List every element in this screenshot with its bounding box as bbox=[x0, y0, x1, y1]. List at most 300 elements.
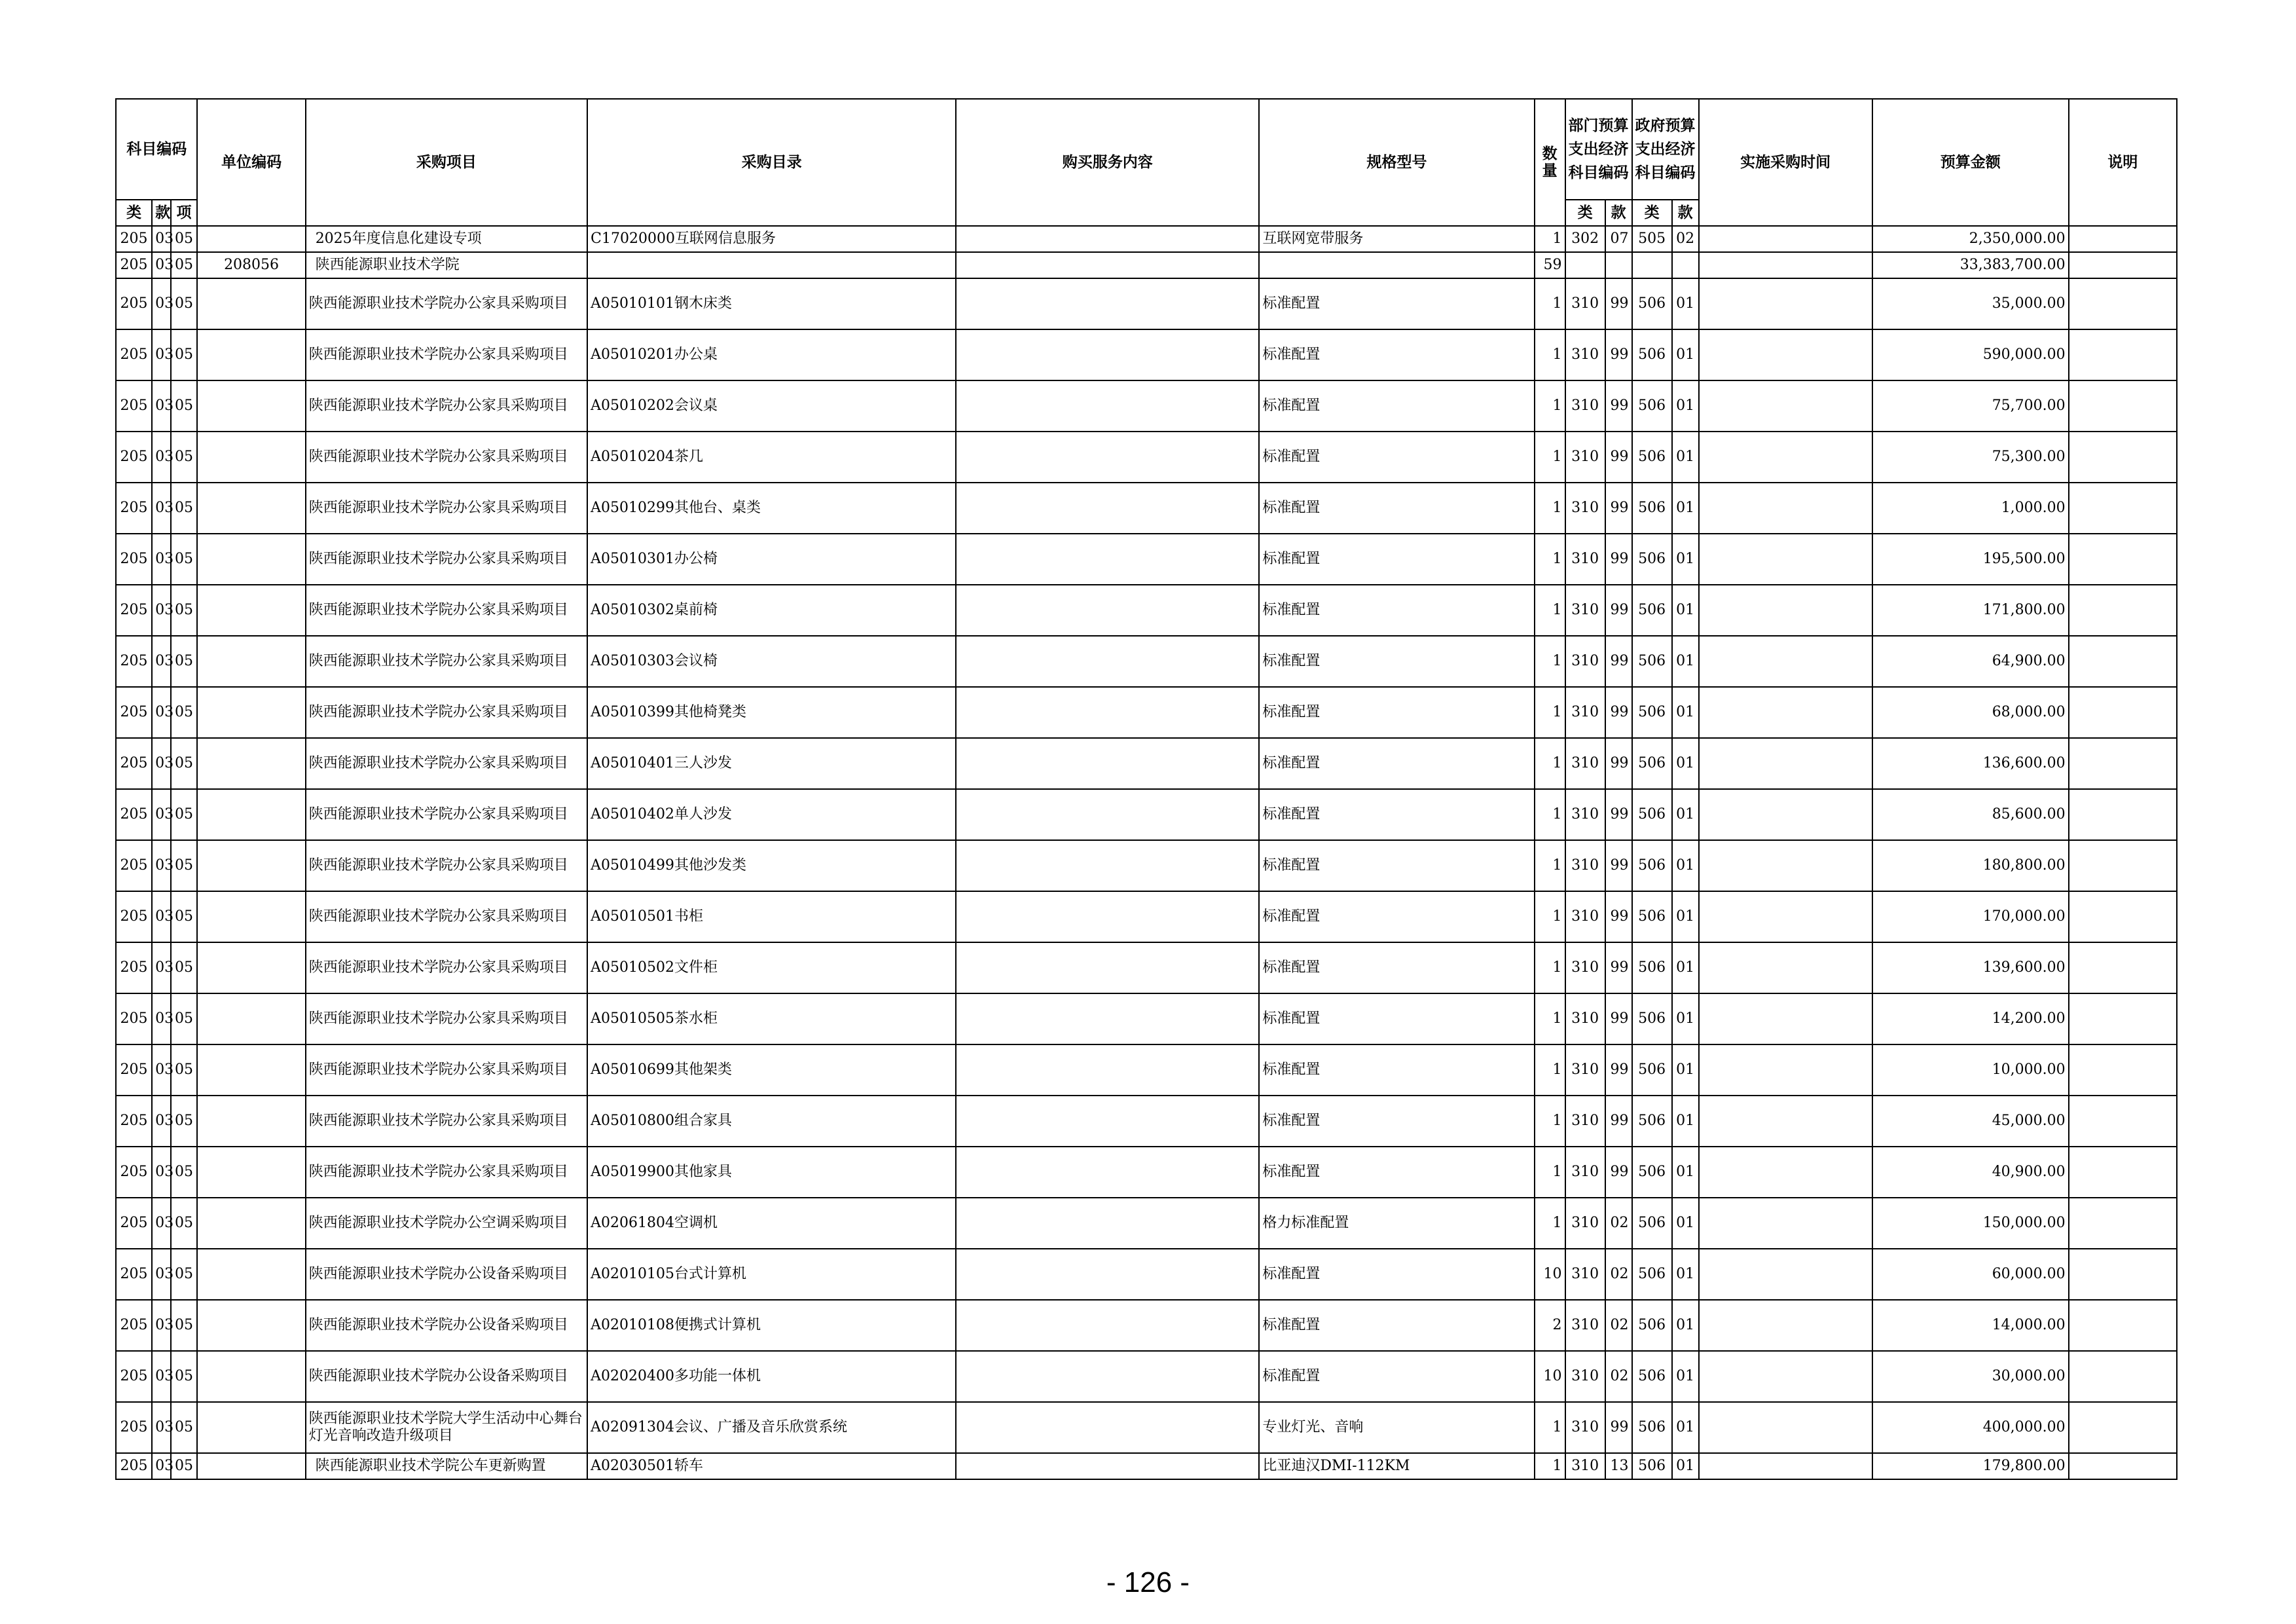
cell-gov-lei: 506 bbox=[1632, 1453, 1672, 1479]
cell-time bbox=[1699, 636, 1872, 687]
cell-service bbox=[956, 942, 1259, 993]
cell-spec: 标准配置 bbox=[1259, 278, 1534, 329]
header-time: 实施采购时间 bbox=[1699, 99, 1872, 226]
cell-gov-kuan: 01 bbox=[1672, 687, 1699, 738]
table-row bbox=[116, 840, 2177, 891]
cell-gov-kuan: 01 bbox=[1672, 1044, 1699, 1096]
cell-dept-lei: 310 bbox=[1565, 636, 1605, 687]
cell-dept-lei: 310 bbox=[1565, 1351, 1605, 1402]
cell-gov-lei: 506 bbox=[1632, 483, 1672, 534]
cell-xiang: 05 bbox=[171, 840, 198, 891]
cell-note bbox=[2069, 1351, 2177, 1402]
cell-service bbox=[956, 840, 1259, 891]
cell-service bbox=[956, 1249, 1259, 1300]
table-row bbox=[116, 278, 2177, 329]
cell-amount: 45,000.00 bbox=[1872, 1096, 2069, 1147]
cell-project: 陕西能源职业技术学院公车更新购置 bbox=[306, 1453, 587, 1479]
cell-dept-kuan: 02 bbox=[1605, 1249, 1632, 1300]
cell-amount: 2,350,000.00 bbox=[1872, 226, 2069, 252]
cell-qty: 1 bbox=[1535, 636, 1565, 687]
cell-amount: 180,800.00 bbox=[1872, 840, 2069, 891]
cell-service bbox=[956, 585, 1259, 636]
cell-note bbox=[2069, 1249, 2177, 1300]
cell-project: 2025年度信息化建设专项 bbox=[306, 226, 587, 252]
cell-qty: 1 bbox=[1535, 432, 1565, 483]
cell-catalog: A02061804空调机 bbox=[587, 1198, 956, 1249]
cell-project: 陕西能源职业技术学院办公家具采购项目 bbox=[306, 432, 587, 483]
cell-xiang: 05 bbox=[171, 483, 198, 534]
cell-qty: 1 bbox=[1535, 738, 1565, 789]
cell-qty: 1 bbox=[1535, 1096, 1565, 1147]
cell-project: 陕西能源职业技术学院办公家具采购项目 bbox=[306, 1096, 587, 1147]
cell-unit-code bbox=[197, 942, 305, 993]
cell-spec: 标准配置 bbox=[1259, 1351, 1534, 1402]
cell-project: 陕西能源职业技术学院办公家具采购项目 bbox=[306, 534, 587, 585]
cell-catalog: C17020000互联网信息服务 bbox=[587, 226, 956, 252]
table-row bbox=[116, 1402, 2177, 1453]
cell-unit-code bbox=[197, 278, 305, 329]
cell-xiang: 05 bbox=[171, 1147, 198, 1198]
cell-time bbox=[1699, 993, 1872, 1044]
header-gov-econ: 政府预算支出经济科目编码 bbox=[1632, 99, 1699, 200]
cell-dept-lei: 310 bbox=[1565, 585, 1605, 636]
cell-time bbox=[1699, 789, 1872, 840]
cell-unit-code bbox=[197, 380, 305, 432]
cell-amount: 75,700.00 bbox=[1872, 380, 2069, 432]
cell-dept-lei: 310 bbox=[1565, 1453, 1605, 1479]
cell-spec: 标准配置 bbox=[1259, 687, 1534, 738]
cell-kuan: 03 bbox=[152, 687, 171, 738]
cell-time bbox=[1699, 278, 1872, 329]
cell-xiang: 05 bbox=[171, 1300, 198, 1351]
table-body bbox=[116, 226, 2177, 1479]
cell-kuan: 03 bbox=[152, 1300, 171, 1351]
cell-unit-code bbox=[197, 738, 305, 789]
cell-dept-kuan: 99 bbox=[1605, 1402, 1632, 1453]
cell-dept-kuan: 99 bbox=[1605, 891, 1632, 942]
cell-xiang: 05 bbox=[171, 1351, 198, 1402]
cell-kuan: 03 bbox=[152, 738, 171, 789]
cell-lei: 205 bbox=[116, 483, 152, 534]
cell-amount: 400,000.00 bbox=[1872, 1402, 2069, 1453]
cell-unit-code bbox=[197, 585, 305, 636]
cell-qty: 1 bbox=[1535, 1198, 1565, 1249]
cell-dept-lei: 310 bbox=[1565, 1402, 1605, 1453]
cell-unit-code bbox=[197, 483, 305, 534]
cell-note bbox=[2069, 993, 2177, 1044]
cell-kuan: 03 bbox=[152, 1044, 171, 1096]
cell-gov-lei: 506 bbox=[1632, 687, 1672, 738]
cell-catalog: A05010501书柜 bbox=[587, 891, 956, 942]
cell-qty: 1 bbox=[1535, 380, 1565, 432]
cell-time bbox=[1699, 1300, 1872, 1351]
cell-amount: 136,600.00 bbox=[1872, 738, 2069, 789]
cell-xiang: 05 bbox=[171, 1044, 198, 1096]
table-row bbox=[116, 1249, 2177, 1300]
cell-service bbox=[956, 891, 1259, 942]
cell-unit-code bbox=[197, 226, 305, 252]
cell-service bbox=[956, 687, 1259, 738]
cell-gov-lei: 506 bbox=[1632, 1351, 1672, 1402]
cell-gov-kuan: 01 bbox=[1672, 483, 1699, 534]
cell-amount: 171,800.00 bbox=[1872, 585, 2069, 636]
cell-note bbox=[2069, 1096, 2177, 1147]
cell-project: 陕西能源职业技术学院办公家具采购项目 bbox=[306, 840, 587, 891]
header-spec: 规格型号 bbox=[1259, 99, 1534, 226]
cell-gov-kuan: 01 bbox=[1672, 738, 1699, 789]
cell-catalog: A05010204茶几 bbox=[587, 432, 956, 483]
cell-project: 陕西能源职业技术学院办公家具采购项目 bbox=[306, 942, 587, 993]
cell-xiang: 05 bbox=[171, 1096, 198, 1147]
cell-dept-kuan: 99 bbox=[1605, 380, 1632, 432]
cell-note bbox=[2069, 483, 2177, 534]
cell-catalog: A05010401三人沙发 bbox=[587, 738, 956, 789]
cell-catalog: A05010505茶水柜 bbox=[587, 993, 956, 1044]
cell-service bbox=[956, 1147, 1259, 1198]
cell-spec: 标准配置 bbox=[1259, 993, 1534, 1044]
cell-kuan: 03 bbox=[152, 1096, 171, 1147]
table-row bbox=[116, 1044, 2177, 1096]
cell-project: 陕西能源职业技术学院办公家具采购项目 bbox=[306, 687, 587, 738]
cell-time bbox=[1699, 738, 1872, 789]
header-xiang: 项 bbox=[171, 200, 198, 226]
cell-service bbox=[956, 252, 1259, 278]
cell-time bbox=[1699, 1147, 1872, 1198]
cell-dept-lei: 310 bbox=[1565, 1300, 1605, 1351]
cell-time bbox=[1699, 840, 1872, 891]
cell-lei: 205 bbox=[116, 226, 152, 252]
cell-kuan: 03 bbox=[152, 278, 171, 329]
cell-kuan: 03 bbox=[152, 636, 171, 687]
cell-dept-kuan: 99 bbox=[1605, 278, 1632, 329]
cell-spec: 标准配置 bbox=[1259, 1300, 1534, 1351]
table-row bbox=[116, 1453, 2177, 1479]
cell-spec: 标准配置 bbox=[1259, 1044, 1534, 1096]
table-row bbox=[116, 942, 2177, 993]
cell-gov-kuan: 01 bbox=[1672, 1300, 1699, 1351]
cell-qty: 10 bbox=[1535, 1351, 1565, 1402]
cell-note bbox=[2069, 1453, 2177, 1479]
header-econ-lei-2: 类 bbox=[1632, 200, 1672, 226]
cell-catalog: A05010302桌前椅 bbox=[587, 585, 956, 636]
cell-kuan: 03 bbox=[152, 1453, 171, 1479]
cell-dept-kuan: 13 bbox=[1605, 1453, 1632, 1479]
cell-dept-lei: 310 bbox=[1565, 738, 1605, 789]
cell-dept-kuan: 99 bbox=[1605, 636, 1632, 687]
cell-kuan: 03 bbox=[152, 789, 171, 840]
cell-lei: 205 bbox=[116, 1453, 152, 1479]
cell-dept-kuan: 99 bbox=[1605, 329, 1632, 380]
cell-note bbox=[2069, 1300, 2177, 1351]
cell-catalog: A05010399其他椅凳类 bbox=[587, 687, 956, 738]
cell-service bbox=[956, 789, 1259, 840]
cell-qty: 1 bbox=[1535, 687, 1565, 738]
cell-lei: 205 bbox=[116, 380, 152, 432]
cell-gov-lei: 506 bbox=[1632, 942, 1672, 993]
cell-xiang: 05 bbox=[171, 226, 198, 252]
cell-time bbox=[1699, 942, 1872, 993]
cell-catalog: A05010101钢木床类 bbox=[587, 278, 956, 329]
cell-gov-lei: 506 bbox=[1632, 1402, 1672, 1453]
cell-service bbox=[956, 380, 1259, 432]
cell-xiang: 05 bbox=[171, 380, 198, 432]
cell-dept-lei: 302 bbox=[1565, 226, 1605, 252]
cell-dept-lei bbox=[1565, 252, 1605, 278]
cell-lei: 205 bbox=[116, 432, 152, 483]
cell-gov-lei: 506 bbox=[1632, 1198, 1672, 1249]
cell-kuan: 03 bbox=[152, 226, 171, 252]
cell-spec: 标准配置 bbox=[1259, 891, 1534, 942]
cell-unit-code bbox=[197, 687, 305, 738]
cell-unit-code bbox=[197, 1453, 305, 1479]
table-row bbox=[116, 1300, 2177, 1351]
procurement-table bbox=[115, 98, 2178, 1480]
table-row bbox=[116, 380, 2177, 432]
cell-catalog: A05010502文件柜 bbox=[587, 942, 956, 993]
cell-service bbox=[956, 1402, 1259, 1453]
cell-note bbox=[2069, 891, 2177, 942]
cell-catalog bbox=[587, 252, 956, 278]
cell-note bbox=[2069, 329, 2177, 380]
table-row bbox=[116, 687, 2177, 738]
cell-dept-lei: 310 bbox=[1565, 1198, 1605, 1249]
table-row bbox=[116, 636, 2177, 687]
cell-spec: 标准配置 bbox=[1259, 432, 1534, 483]
cell-xiang: 05 bbox=[171, 1198, 198, 1249]
cell-lei: 205 bbox=[116, 1249, 152, 1300]
cell-service bbox=[956, 278, 1259, 329]
cell-kuan: 03 bbox=[152, 534, 171, 585]
cell-project: 陕西能源职业技术学院办公家具采购项目 bbox=[306, 278, 587, 329]
cell-gov-kuan: 01 bbox=[1672, 1402, 1699, 1453]
cell-project: 陕西能源职业技术学院办公家具采购项目 bbox=[306, 483, 587, 534]
cell-xiang: 05 bbox=[171, 738, 198, 789]
cell-xiang: 05 bbox=[171, 636, 198, 687]
cell-dept-lei: 310 bbox=[1565, 432, 1605, 483]
cell-amount: 14,000.00 bbox=[1872, 1300, 2069, 1351]
cell-gov-lei: 506 bbox=[1632, 1300, 1672, 1351]
cell-xiang: 05 bbox=[171, 1249, 198, 1300]
page-number: - 126 - bbox=[1106, 1566, 1190, 1598]
cell-gov-lei: 506 bbox=[1632, 380, 1672, 432]
cell-time bbox=[1699, 1198, 1872, 1249]
table-row bbox=[116, 1147, 2177, 1198]
cell-spec: 格力标准配置 bbox=[1259, 1198, 1534, 1249]
cell-dept-kuan: 99 bbox=[1605, 1147, 1632, 1198]
cell-time bbox=[1699, 585, 1872, 636]
cell-note bbox=[2069, 1147, 2177, 1198]
cell-xiang: 05 bbox=[171, 585, 198, 636]
cell-qty: 1 bbox=[1535, 585, 1565, 636]
cell-dept-lei: 310 bbox=[1565, 1044, 1605, 1096]
cell-dept-lei: 310 bbox=[1565, 687, 1605, 738]
cell-service bbox=[956, 1096, 1259, 1147]
cell-gov-kuan: 01 bbox=[1672, 329, 1699, 380]
cell-gov-kuan: 01 bbox=[1672, 534, 1699, 585]
table-row bbox=[116, 329, 2177, 380]
cell-note bbox=[2069, 789, 2177, 840]
cell-time bbox=[1699, 432, 1872, 483]
cell-dept-kuan: 02 bbox=[1605, 1300, 1632, 1351]
cell-amount: 10,000.00 bbox=[1872, 1044, 2069, 1096]
cell-spec: 比亚迪汉DMI-112KM bbox=[1259, 1453, 1534, 1479]
cell-gov-kuan: 01 bbox=[1672, 380, 1699, 432]
cell-dept-kuan: 07 bbox=[1605, 226, 1632, 252]
cell-service bbox=[956, 738, 1259, 789]
cell-kuan: 03 bbox=[152, 483, 171, 534]
cell-kuan: 03 bbox=[152, 1249, 171, 1300]
table-row bbox=[116, 993, 2177, 1044]
cell-amount: 68,000.00 bbox=[1872, 687, 2069, 738]
header-qty: 数量 bbox=[1535, 99, 1565, 226]
cell-dept-kuan: 99 bbox=[1605, 840, 1632, 891]
cell-gov-lei: 506 bbox=[1632, 891, 1672, 942]
cell-project: 陕西能源职业技术学院办公家具采购项目 bbox=[306, 738, 587, 789]
cell-note bbox=[2069, 226, 2177, 252]
cell-gov-lei: 506 bbox=[1632, 534, 1672, 585]
cell-dept-lei: 310 bbox=[1565, 891, 1605, 942]
cell-dept-lei: 310 bbox=[1565, 942, 1605, 993]
cell-service bbox=[956, 1453, 1259, 1479]
cell-note bbox=[2069, 534, 2177, 585]
cell-gov-lei: 506 bbox=[1632, 993, 1672, 1044]
cell-unit-code bbox=[197, 1300, 305, 1351]
cell-dept-lei: 310 bbox=[1565, 278, 1605, 329]
cell-spec: 标准配置 bbox=[1259, 840, 1534, 891]
cell-note bbox=[2069, 840, 2177, 891]
cell-amount: 40,900.00 bbox=[1872, 1147, 2069, 1198]
cell-note bbox=[2069, 278, 2177, 329]
cell-unit-code bbox=[197, 636, 305, 687]
table-row bbox=[116, 432, 2177, 483]
cell-catalog: A02020400多功能一体机 bbox=[587, 1351, 956, 1402]
cell-note bbox=[2069, 1402, 2177, 1453]
cell-gov-lei: 506 bbox=[1632, 585, 1672, 636]
cell-unit-code bbox=[197, 1402, 305, 1453]
cell-xiang: 05 bbox=[171, 891, 198, 942]
cell-dept-kuan: 99 bbox=[1605, 534, 1632, 585]
cell-project: 陕西能源职业技术学院办公家具采购项目 bbox=[306, 636, 587, 687]
cell-gov-kuan: 01 bbox=[1672, 1096, 1699, 1147]
cell-xiang: 05 bbox=[171, 687, 198, 738]
cell-spec: 专业灯光、音响 bbox=[1259, 1402, 1534, 1453]
table-row bbox=[116, 891, 2177, 942]
cell-unit-code bbox=[197, 1351, 305, 1402]
cell-time bbox=[1699, 380, 1872, 432]
cell-spec: 标准配置 bbox=[1259, 738, 1534, 789]
cell-xiang: 05 bbox=[171, 252, 198, 278]
cell-lei: 205 bbox=[116, 1147, 152, 1198]
header-subject-code: 科目编码 bbox=[116, 99, 197, 200]
cell-qty: 1 bbox=[1535, 993, 1565, 1044]
cell-project: 陕西能源职业技术学院办公设备采购项目 bbox=[306, 1249, 587, 1300]
cell-time bbox=[1699, 1453, 1872, 1479]
cell-xiang: 05 bbox=[171, 329, 198, 380]
cell-gov-kuan: 01 bbox=[1672, 278, 1699, 329]
cell-time bbox=[1699, 329, 1872, 380]
header-lei: 类 bbox=[116, 200, 152, 226]
header-unit-code: 单位编码 bbox=[197, 99, 305, 226]
cell-lei: 205 bbox=[116, 636, 152, 687]
cell-catalog: A02010105台式计算机 bbox=[587, 1249, 956, 1300]
cell-dept-kuan: 02 bbox=[1605, 1351, 1632, 1402]
cell-unit-code bbox=[197, 993, 305, 1044]
cell-service bbox=[956, 226, 1259, 252]
cell-gov-kuan: 01 bbox=[1672, 636, 1699, 687]
cell-kuan: 03 bbox=[152, 329, 171, 380]
cell-spec: 标准配置 bbox=[1259, 789, 1534, 840]
cell-gov-kuan: 01 bbox=[1672, 993, 1699, 1044]
cell-dept-kuan: 02 bbox=[1605, 1198, 1632, 1249]
cell-unit-code bbox=[197, 329, 305, 380]
cell-catalog: A02030501轿车 bbox=[587, 1453, 956, 1479]
cell-catalog: A05010402单人沙发 bbox=[587, 789, 956, 840]
cell-project: 陕西能源职业技术学院大学生活动中心舞台灯光音响改造升级项目 bbox=[306, 1402, 587, 1453]
cell-qty: 1 bbox=[1535, 1044, 1565, 1096]
cell-spec: 标准配置 bbox=[1259, 329, 1534, 380]
cell-amount: 139,600.00 bbox=[1872, 942, 2069, 993]
header-econ-kuan-2: 款 bbox=[1672, 200, 1699, 226]
cell-gov-kuan bbox=[1672, 252, 1699, 278]
cell-service bbox=[956, 534, 1259, 585]
cell-service bbox=[956, 483, 1259, 534]
cell-kuan: 03 bbox=[152, 1402, 171, 1453]
cell-note bbox=[2069, 636, 2177, 687]
header-econ-kuan: 款 bbox=[1605, 200, 1632, 226]
table-row bbox=[116, 738, 2177, 789]
cell-note bbox=[2069, 738, 2177, 789]
cell-catalog: A05010303会议椅 bbox=[587, 636, 956, 687]
cell-unit-code bbox=[197, 534, 305, 585]
cell-lei: 205 bbox=[116, 252, 152, 278]
cell-unit-code bbox=[197, 1096, 305, 1147]
cell-unit-code bbox=[197, 840, 305, 891]
cell-amount: 30,000.00 bbox=[1872, 1351, 2069, 1402]
header-dept-econ: 部门预算支出经济科目编码 bbox=[1565, 99, 1632, 200]
cell-dept-kuan: 99 bbox=[1605, 1044, 1632, 1096]
header-amount: 预算金额 bbox=[1872, 99, 2069, 226]
cell-time bbox=[1699, 1351, 1872, 1402]
cell-unit-code bbox=[197, 1198, 305, 1249]
cell-spec: 标准配置 bbox=[1259, 585, 1534, 636]
cell-dept-lei: 310 bbox=[1565, 380, 1605, 432]
cell-note bbox=[2069, 1044, 2177, 1096]
table-row bbox=[116, 252, 2177, 278]
cell-amount: 14,200.00 bbox=[1872, 993, 2069, 1044]
cell-kuan: 03 bbox=[152, 432, 171, 483]
cell-kuan: 03 bbox=[152, 942, 171, 993]
cell-amount: 1,000.00 bbox=[1872, 483, 2069, 534]
cell-unit-code bbox=[197, 1147, 305, 1198]
cell-xiang: 05 bbox=[171, 942, 198, 993]
cell-gov-lei: 506 bbox=[1632, 636, 1672, 687]
header-econ-lei: 类 bbox=[1565, 200, 1605, 226]
cell-note bbox=[2069, 380, 2177, 432]
cell-time bbox=[1699, 891, 1872, 942]
cell-dept-lei: 310 bbox=[1565, 840, 1605, 891]
cell-gov-kuan: 01 bbox=[1672, 585, 1699, 636]
cell-kuan: 03 bbox=[152, 840, 171, 891]
cell-gov-lei bbox=[1632, 252, 1672, 278]
cell-spec bbox=[1259, 252, 1534, 278]
cell-lei: 205 bbox=[116, 278, 152, 329]
cell-unit-code bbox=[197, 891, 305, 942]
cell-xiang: 05 bbox=[171, 993, 198, 1044]
header-service: 购买服务内容 bbox=[956, 99, 1259, 226]
cell-gov-kuan: 01 bbox=[1672, 891, 1699, 942]
cell-unit-code bbox=[197, 1249, 305, 1300]
cell-lei: 205 bbox=[116, 687, 152, 738]
